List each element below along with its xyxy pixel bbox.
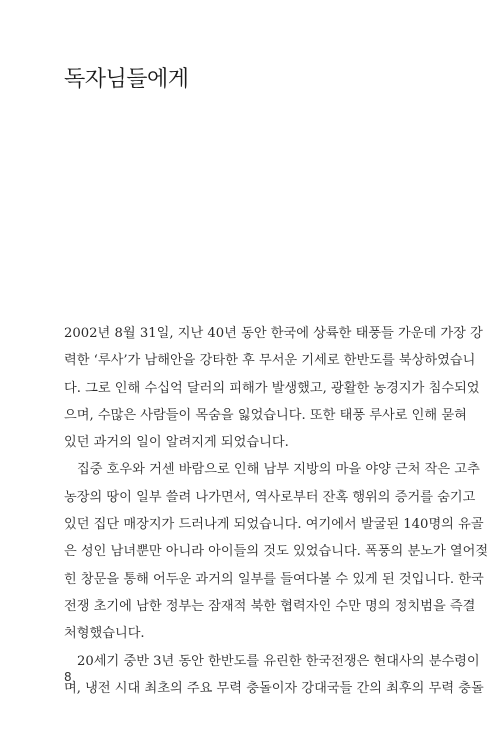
text-line: 농장의 땅이 일부 쓸려 나가면서, 역사로부터 잔혹 행위의 증거를 숨기고 [64, 489, 476, 505]
body-text [64, 320, 489, 702]
text-line: 전쟁 초기에 남한 정부는 잠재적 북한 협력자인 수만 명의 정치범을 즉결 [64, 598, 476, 614]
text-line: 다. 그로 인해 수십억 달러의 피해가 발생했고, 광활한 농경지가 침수되었 [64, 380, 480, 396]
text-line: 력한 ‘루사’가 남해안을 강타한 후 무서운 기세로 한반도를 북상하였습니 [64, 353, 476, 369]
text-line: 처형했습니다. [64, 626, 145, 642]
text-line: 있던 집단 매장지가 드러나게 되었습니다. 여기에서 발굴된 140명의 유골 [64, 517, 484, 533]
text-line: 힌 창문을 통해 어두운 과거의 일부를 들여다볼 수 있게 된 것입니다. 한국 [64, 571, 484, 587]
text-line: 으며, 수많은 사람들이 목숨을 잃었습니다. 또한 태풍 루사로 인해 묻혀 [64, 407, 467, 423]
text-line: 2002년 8월 31일, 지난 40년 동안 한국에 상륙한 태풍들 가운데 가장 강 [64, 326, 483, 341]
text-line: 집중 호우와 거센 바람으로 인해 남부 지방의 마을 야양 근처 작은 고추 [77, 462, 480, 478]
text-line: 20세기 중반 3년 동안 한반도를 유린한 한국전쟁은 현대사의 분수령이 [77, 653, 480, 669]
text-line: 며, 냉전 시대 최초의 주요 무력 충돌이자 강대국들 간의 최후의 무력 충돌 [64, 680, 484, 696]
page-number: 8 [64, 670, 72, 684]
text-line: 있던 과거의 일이 알려지게 되었습니다. [64, 435, 289, 451]
page-title: 독자님들에게 [64, 67, 189, 92]
text-line: 은 성인 남녀뿐만 아니라 아이들의 것도 있었습니다. 폭풍의 분노가 열어젖 [64, 544, 489, 560]
